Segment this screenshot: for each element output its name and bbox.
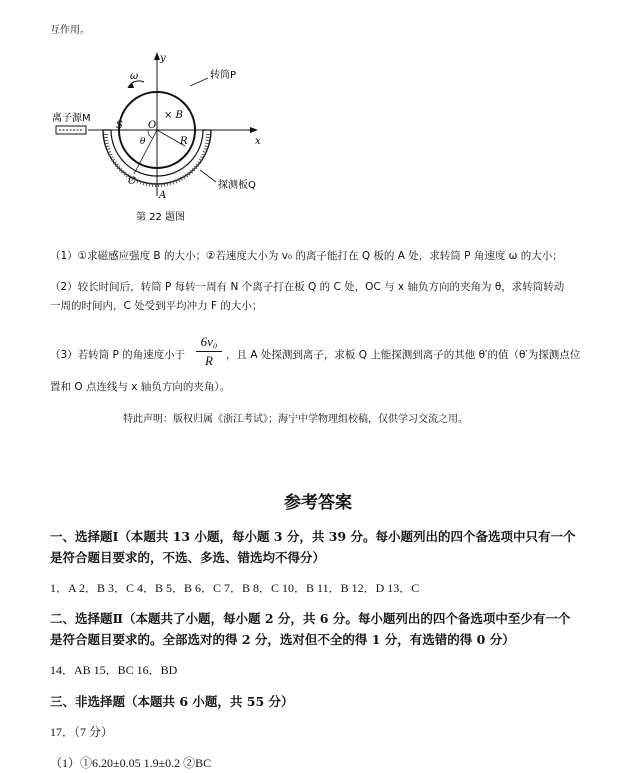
intro-text: 互作用。 [50, 25, 90, 36]
section-2-heading-line-1: 二、选择题Ⅱ（本题共了小题，每小题 2 分，共 6 分。每小题列出的四个备选项中至少有一个 [50, 611, 571, 626]
answers-title: 参考答案 [284, 493, 352, 513]
magnetic-field-figure [48, 48, 278, 228]
detector-pointer [200, 170, 216, 182]
fraction-denominator: R [205, 353, 213, 368]
label-omega: ω [130, 71, 139, 82]
label-a: A [159, 190, 167, 201]
label-s: S [116, 120, 123, 131]
question-17-heading: 17．（7 分） [50, 725, 114, 739]
question-17-part-1-answer: （1）①6.20±0.05 1.9±0.2 ②BC [50, 756, 212, 770]
rotor-pointer [190, 78, 208, 86]
section-1-answers: 1．A 2．B 3．C 4．B 5．B 6．C 7．B 8．C 10．B 11．B 12．D 13．C [50, 581, 420, 595]
label-x: x [255, 136, 261, 147]
label-c: C [128, 176, 136, 187]
question-1: （1）①求磁感应强度 B 的大小；②若速度大小为 v₀ 的离子能打在 Q 板的 A 处，求转筒 P 角速度 ω 的大小； [50, 250, 563, 262]
section-1-heading-line-2: 是符合题目要求的，不选、多选、错选均不得分） [50, 550, 326, 565]
question-3-fraction [196, 334, 222, 369]
question-3-prefix: （3）若转筒 P 的角速度小于 [50, 349, 186, 361]
section-1-heading-line-1: 一、选择题Ⅰ（本题共 13 小题，每小题 3 分，共 39 分。每小题列出的四个备选项中只有一个 [50, 529, 576, 544]
label-r: R [180, 136, 188, 147]
label-o: O [148, 120, 157, 131]
section-2-answers: 14．AB 15．BC 16．BD [50, 663, 178, 677]
question-2-line-1: （2）较长时间后，转筒 P 每转一周有 N 个离子打在板 Q 的 C 处，OC 与 x 轴负方向的夹角为 θ，求转筒转动 [50, 281, 565, 293]
label-detector: 探测板Q [218, 180, 256, 191]
theta-arc [148, 130, 152, 138]
label-rotor: 转筒P [210, 70, 237, 81]
x-axis-arrow [250, 127, 258, 133]
section-3-heading: 三、非选择题（本题共 6 小题，共 55 分） [50, 694, 294, 709]
question-2-line-2: 一周的时间内，C 处受到平均冲力 F 的大小； [50, 300, 263, 312]
fraction-numerator: 6v₀ [200, 334, 218, 349]
label-y: y [160, 53, 166, 64]
question-3-suffix: ，且 A 处探测到离子，求板 Q 上能探测到离子的其他 θ′的值（θ′为探测点位 [226, 349, 581, 361]
copyright-notice: 特此声明：版权归属《浙江考试》；海宁中学物理组校稿，仅供学习交流之用。 [123, 414, 468, 425]
label-b: × B [164, 110, 183, 121]
figure-caption: 第 22 题图 [136, 212, 186, 223]
label-source: 离子源M [52, 113, 91, 124]
label-theta: θ [140, 137, 146, 147]
section-2-heading-line-2: 是符合题目要求的。全部选对的得 2 分，选对但不全的得 1 分，有选错的得 0 分） [50, 632, 515, 647]
question-3-line-2: 置和 O 点连线与 x 轴负方向的夹角）。 [50, 381, 231, 393]
